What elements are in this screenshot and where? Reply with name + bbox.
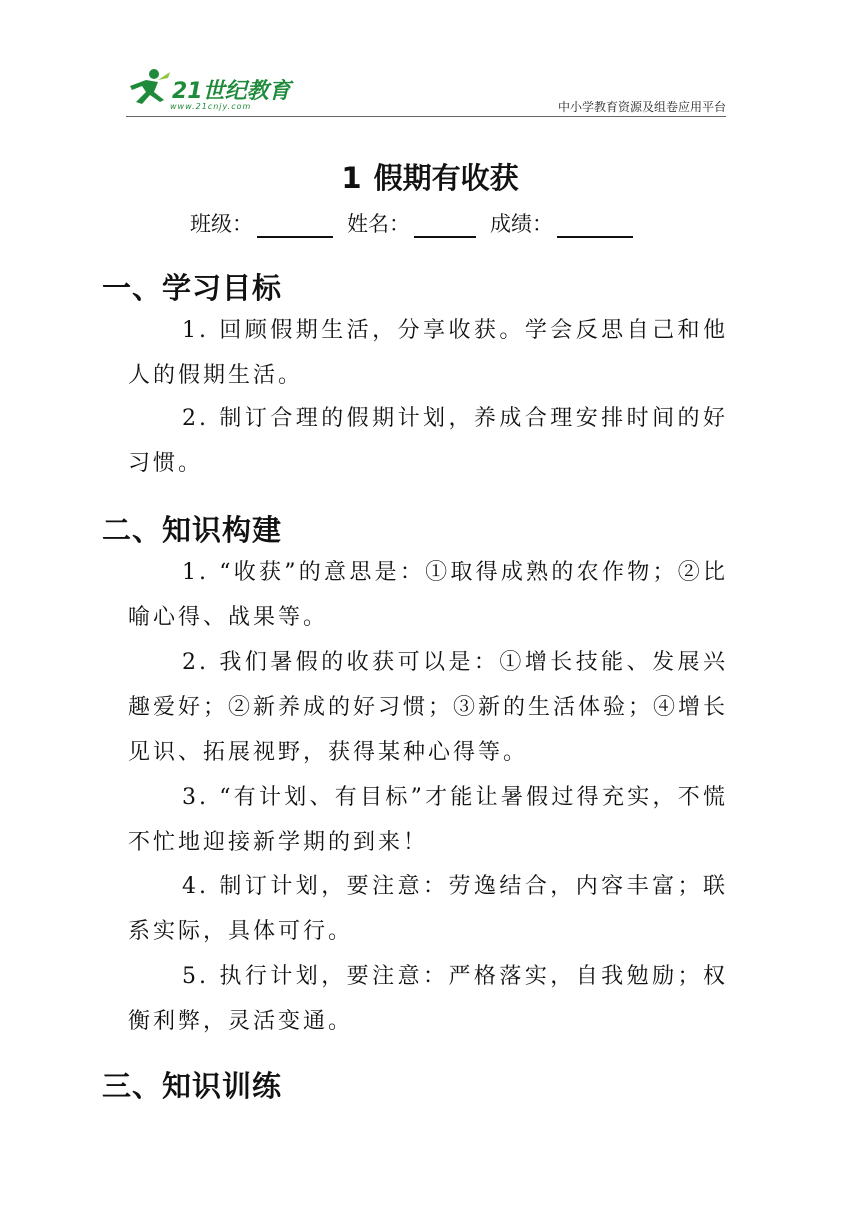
logo-wordmark: 21世纪教育 bbox=[172, 79, 291, 104]
page-title bbox=[0, 156, 860, 197]
goal-item: 2. 制订合理的假期计划，养成合理安排时间的好习惯。 bbox=[128, 406, 728, 476]
knowledge-item: 3. “有计划、有目标”才能让暑假过得充实，不慌不忙地迎接新学期的到来！ bbox=[128, 785, 728, 855]
score-blank[interactable] bbox=[557, 212, 633, 238]
page-header bbox=[120, 62, 726, 120]
site-logo bbox=[120, 62, 320, 114]
name-label: 姓名： bbox=[347, 212, 410, 236]
lesson-number: 1 bbox=[341, 161, 362, 195]
lesson-title: 假期有收获 bbox=[373, 161, 519, 195]
knowledge-item: 2. 我们暑假的收获可以是：①增长技能、发展兴趣爱好；②新养成的好习惯；③新的生活体验；④增长见识、拓展视野，获得某种心得等。 bbox=[128, 650, 729, 765]
logo-url: www.21cnjy.com bbox=[170, 102, 252, 111]
goal-item: 1. 回顾假期生活，分享收获。学会反思自己和他人的假期生活。 bbox=[128, 318, 728, 388]
runner-icon bbox=[124, 68, 172, 108]
class-blank[interactable] bbox=[257, 212, 333, 238]
section-heading-goals: 一、学习目标 bbox=[102, 271, 283, 305]
header-divider bbox=[126, 116, 726, 117]
section-heading-practice: 三、知识训练 bbox=[102, 1069, 283, 1103]
section-heading-knowledge: 二、知识构建 bbox=[102, 513, 283, 547]
class-label: 班级： bbox=[190, 212, 253, 236]
score-label: 成绩： bbox=[490, 212, 553, 236]
name-blank[interactable] bbox=[414, 212, 476, 238]
knowledge-item: 4. 制订计划，要注意：劳逸结合，内容丰富；联系实际，具体可行。 bbox=[128, 874, 728, 944]
student-info-row bbox=[190, 208, 647, 238]
knowledge-item: 1. “收获”的意思是：①取得成熟的农作物；②比喻心得、战果等。 bbox=[128, 560, 728, 630]
site-tagline: 中小学教育资源及组卷应用平台 bbox=[557, 100, 726, 114]
knowledge-item: 5. 执行计划，要注意：严格落实，自我勉励；权衡利弊，灵活变通。 bbox=[128, 964, 728, 1034]
